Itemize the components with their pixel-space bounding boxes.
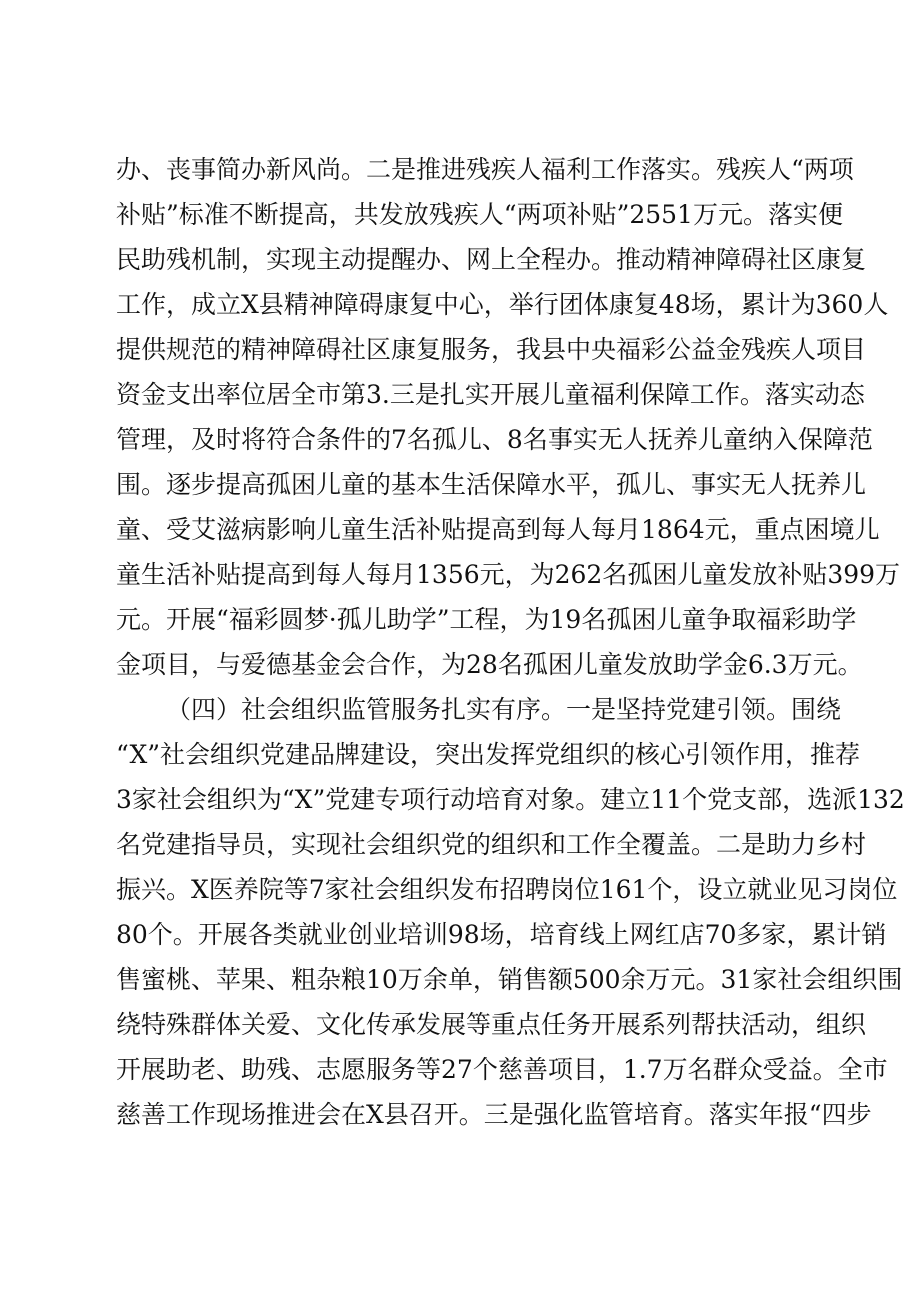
body-text-line: 开展助老、助残、志愿服务等27个慈善项目，1.7万名群众受益。全市 bbox=[116, 1055, 888, 1084]
body-text-line: “X”社会组织党建品牌建设，突出发挥党组织的核心引领作用，推荐 bbox=[116, 740, 861, 769]
body-text-line: 资金支出率位居全市第3.三是扎实开展儿童福利保障工作。落实动态 bbox=[116, 380, 865, 409]
body-text-line: 民助残机制，实现主动提醒办、网上全程办。推动精神障碍社区康复 bbox=[116, 245, 867, 274]
body-text-line: 围。逐步提高孤困儿童的基本生活保障水平，孤儿、事实无人抚养儿 bbox=[116, 470, 867, 499]
body-text-line: 补贴”标准不断提高，共发放残疾人“两项补贴”2551万元。落实便 bbox=[116, 200, 843, 229]
body-text-line: 名党建指导员，实现社会组织党的组织和工作全覆盖。二是助力乡村 bbox=[116, 830, 867, 859]
body-text-line: 元。开展“福彩圆梦·孤儿助学”工程，为19名孤困儿童争取福彩助学 bbox=[116, 605, 857, 634]
section-heading-line: （四）社会组织监管服务扎实有序。一是坚持党建引领。围绕 bbox=[166, 695, 842, 724]
body-text-line: 童生活补贴提高到每人每月1356元，为262名孤困儿童发放补贴399万 bbox=[116, 560, 901, 589]
body-text-line: 金项目，与爱德基金会合作，为28名孤困儿童发放助学金6.3万元。 bbox=[116, 650, 863, 679]
body-text-line: 管理，及时将符合条件的7名孤儿、8名事实无人抚养儿童纳入保障范 bbox=[116, 425, 873, 454]
body-text-line: 振兴。X医养院等7家社会组织发布招聘岗位161个，设立就业见习岗位 bbox=[116, 875, 898, 904]
body-text-line: 售蜜桃、苹果、粗杂粮10万余单，销售额500余万元。31家社会组织围 bbox=[116, 965, 903, 994]
body-text-line: 工作，成立X县精神障碍康复中心，举行团体康复48场，累计为360人 bbox=[116, 290, 889, 319]
body-text-line: 提供规范的精神障碍社区康复服务，我县中央福彩公益金残疾人项目 bbox=[116, 335, 867, 364]
body-text-line: 童、受艾滋病影响儿童生活补贴提高到每人每月1864元，重点困境儿 bbox=[116, 515, 880, 544]
body-text-line: 办、丧事简办新风尚。二是推进残疾人福利工作落实。残疾人“两项 bbox=[116, 155, 854, 184]
body-text-line: 慈善工作现场推进会在X县召开。三是强化监管培育。落实年报“四步 bbox=[116, 1100, 872, 1129]
body-text-line: 80个。开展各类就业创业培训98场，培育线上网红店70多家，累计销 bbox=[116, 920, 887, 949]
body-text-line: 绕特殊群体关爱、文化传承发展等重点任务开展系列帮扶活动，组织 bbox=[116, 1010, 867, 1039]
body-text-line: 3家社会组织为“X”党建专项行动培育对象。建立11个党支部，选派132 bbox=[116, 785, 905, 814]
